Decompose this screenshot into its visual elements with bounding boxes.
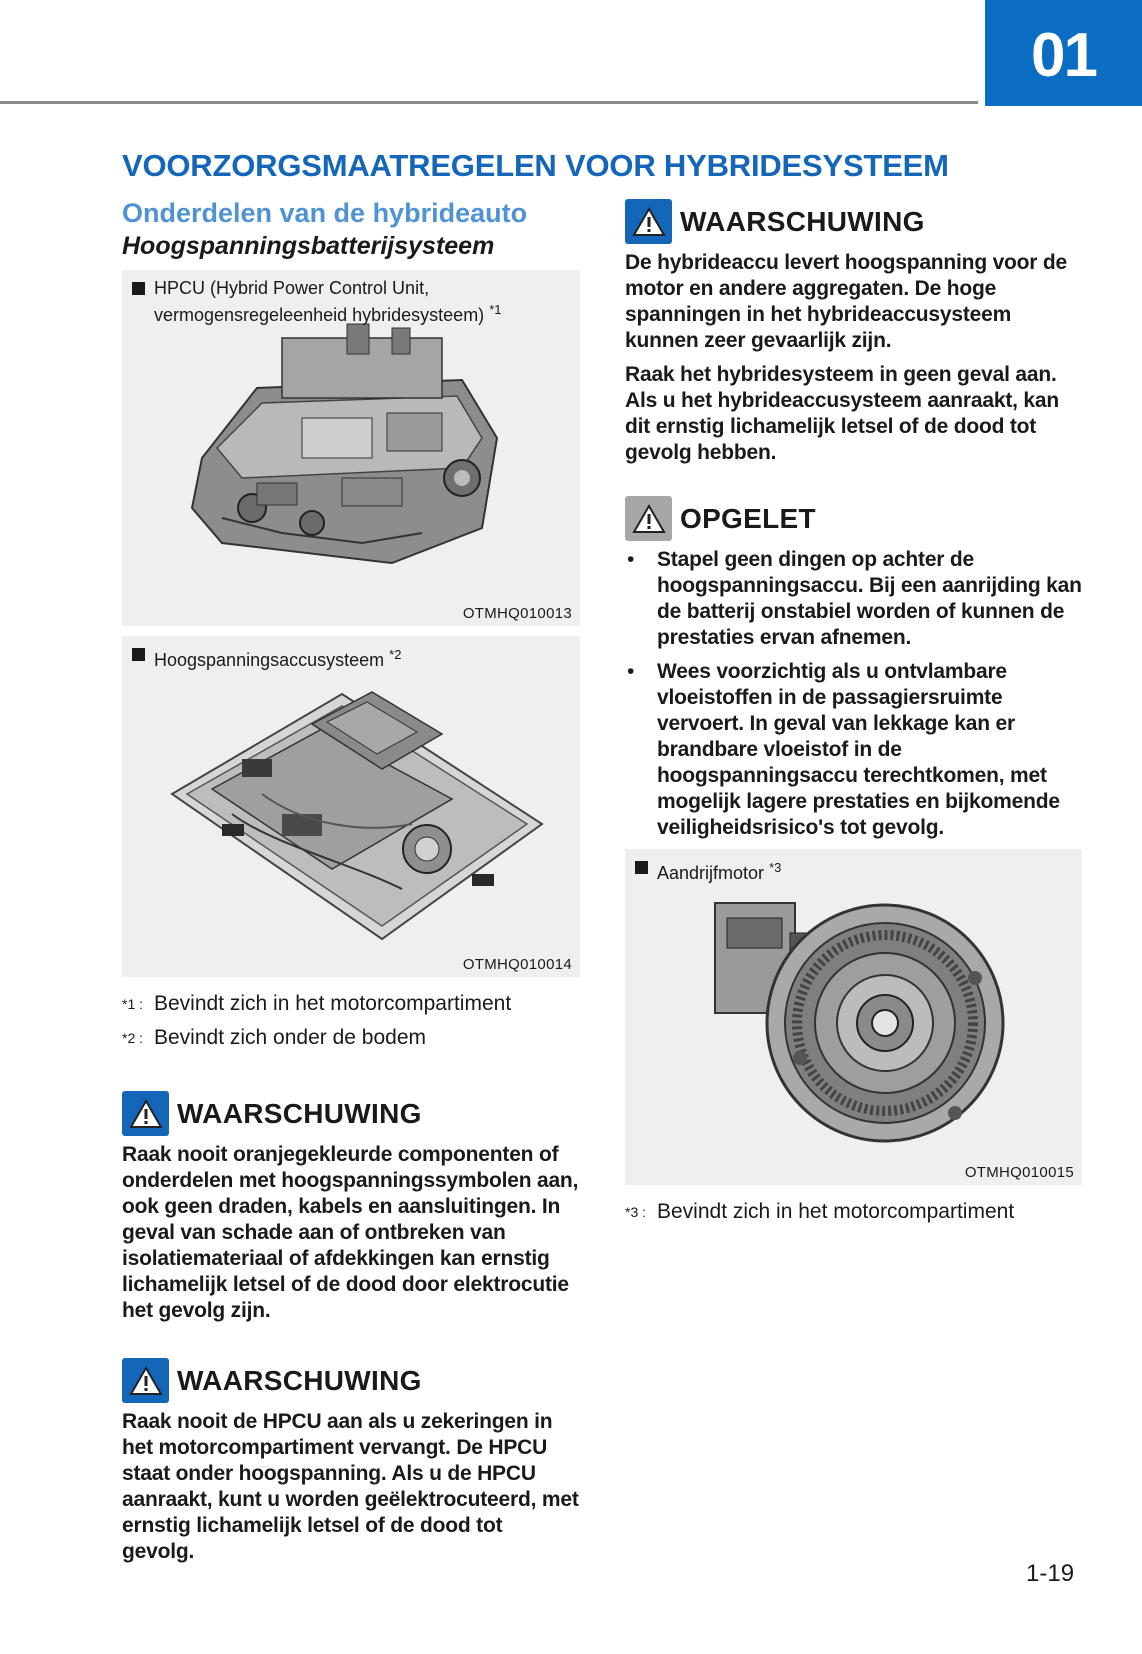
warning-triangle-icon — [625, 199, 672, 244]
figure-hpcu — [122, 270, 580, 626]
list-item: • Stapel geen dingen op achter de hoogspanningsaccu. Bij een aanrijding kan de batterij onstabiel worden of kunnen de prestaties ervan afnemen. — [625, 547, 1082, 651]
hpcu-illustration — [162, 318, 532, 568]
figure-battery-caption: Hoogspanningsaccusysteem $^{*2}$ — [132, 644, 570, 671]
figure-motor-caption: Aandrijfmotor $^{*3}$ — [635, 857, 1072, 884]
figure-motor-code: OTMHQ010015 — [964, 1164, 1074, 1181]
figure-hpcu-caption: HPCU (Hybrid Power Control Unit, vermogensregeleenheid hybridesysteem) $^{*1}$ — [132, 278, 570, 326]
caption-square-icon — [132, 282, 145, 295]
header-rule — [0, 101, 978, 104]
figure-battery-code: OTMHQ010014 — [462, 956, 572, 973]
footnote: *1 : Bevindt zich in het motorcompartiment — [122, 992, 512, 1015]
page-number: 1-19 — [1026, 1560, 1075, 1587]
caution-triangle-icon — [625, 496, 672, 541]
caption-square-icon — [132, 648, 145, 661]
caption-square-icon — [635, 861, 648, 874]
list-item: • Wees voorzichtig als u ontvlambare vloeistoffen in de passagiersruimte vervoert. In geval van lekkage kan er brandbare vloeistof in de hoogspanningsaccu terechtkomen, met mogelijk lagere prestaties en bijkomende veiligheidsrisico's tot gevolg. — [625, 659, 1082, 841]
motor-illustration — [705, 883, 1005, 1153]
footnote: *3 : Bevindt zich in het motorcompartiment — [625, 1200, 1015, 1223]
caution-list — [625, 547, 1082, 841]
warning-triangle-icon — [122, 1091, 169, 1136]
right-column — [625, 199, 1082, 1233]
warning-text: Raak nooit de HPCU aan als u zekeringen in het motorcompartiment vervangt. De HPCU staat onder hoogspanning. Als u de HPCU aanraakt, kunt u worden geëlektrocuteerd, met ernstig lichamelijk letsel of de dood tot gevolg. — [122, 1410, 579, 1563]
warning-heading: WAARSCHUWING — [625, 199, 1082, 244]
figure-battery — [122, 636, 580, 977]
section-heading: Onderdelen van de hybrideauto — [122, 198, 528, 228]
page-title: VOORZORGSMAATREGELEN VOOR HYBRIDESYSTEEM — [122, 148, 949, 183]
warning-heading: WAARSCHUWING — [122, 1358, 580, 1403]
warning-heading: WAARSCHUWING — [122, 1091, 580, 1136]
figure-hpcu-code: OTMHQ010013 — [462, 605, 572, 622]
warning-text: Raak nooit oranjegekleurde componenten of onderdelen met hoogspanningssymbolen aan, ook geen draden, kabels en aansluitingen. In geval van schade aan of ontbreken van isolatiemateriaal of afdekkingen kan ernstig lichamelijk letsel of de dood door elektrocutie het gevolg zijn. — [122, 1143, 579, 1322]
chapter-tab: 01 — [985, 0, 1142, 106]
figure-motor — [625, 849, 1082, 1185]
left-column — [122, 196, 580, 1565]
battery-illustration — [152, 674, 552, 944]
caution-heading: OPGELET — [625, 496, 1082, 541]
warning-text: De hybrideaccu levert hoogspanning voor de motor en andere aggregaten. De hoge spanningen in het hybrideaccusysteem kunnen zeer gevaarlijk zijn. Raak het hybridesysteem in geen geval aan. Als u het hybrideaccusysteem aanraakt, kan dit ernstig lichamelijk letsel of de dood tot gevolg hebben. — [625, 251, 1068, 464]
warning-triangle-icon — [122, 1358, 169, 1403]
subsection-heading: Hoogspanningsbatterijsysteem — [122, 232, 495, 260]
footnote: *2 : Bevindt zich onder de bodem — [122, 1026, 427, 1049]
